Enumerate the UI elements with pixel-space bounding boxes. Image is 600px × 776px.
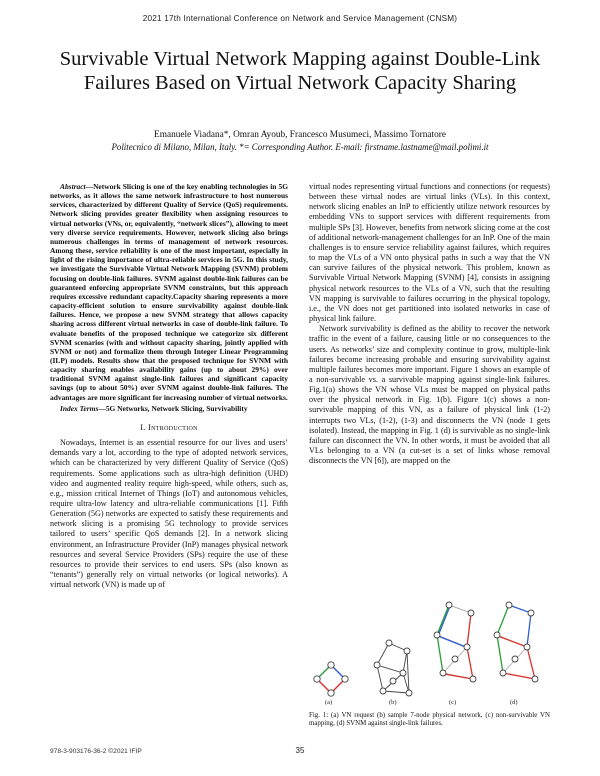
left-column [50, 182, 288, 590]
fig-label-c: (c) [449, 699, 457, 705]
section-heading [50, 423, 288, 433]
fig-label-a: (a) [325, 699, 333, 705]
abstract-text: —Network Slicing is one of the key enabling technologies in 5G networks, as it allows the same network infrastructure to host numerous services, characterized by different Quality of Service (QoS) requirements. Network slicing provides greater flexibility when assigning resources to virtual networks (VNs, or, equivalently, “network slices”), allowing to meet very diverse service requirements. However, network slicing also brings numerous challenges in terms of management of network resources. Among these, service reliability is one of the most important, especially in light of the rising importance of ultra-reliable services in 5G. In this study, we investigate the Survivable Virtual Network Mapping (SVNM) problem focusing on double-link failures. SVNM against double-link failures can be guaranteed enforcing appropriate SVNM constraints, but this approach requires excessive redundant capacity.Capacity sharing represents a more capacity-efficient solution to ensure survivability against double-link failures. Hence, we propose a new SVNM strategy that allows capacity sharing across different virtual networks in case of double-link failure. To evaluate benefits of the proposed technique we categorize six different SVNM scenarios (with and without capacity sharing, jointly applied with SVNM or not) and formalize them through Integer Linear Programming (ILP) models. Results show that the proposed technique for SVNM with capacity sharing enables availability gains (up to about 29%) over traditional SVNM against single-link failures and significant capacity savings (up to about 50%) over SVNM against double-link failures. The advantages are more significant for increasing number of virtual networks. [50, 182, 288, 402]
page-number: 35 [295, 746, 305, 755]
body-paragraph: virtual nodes representing virtual functions and connections (or requests) between these virtual nodes are virtual links (VLs). In this context, network slicing enables an InP to efficiently utilize network resources by embedding VNs to support services with different requirements from multiple SPs [3]. However, benefits from network slicing come at the cost of additional network-management challenges for an InP. One of the main challenges is to ensure service reliability against failures, which requires to map the VLs of a VN onto physical paths in such a way that the VN can survive failures of the physical network. This problem, known as Survivable Virtual Network Mapping (SVNM) [4], consists in assigning physical network resources to the VLs of a VN, such that the resulting VN mapping is survivable to failures occurring in the physical topology, i.e., the VN does not get partitioned into isolated networks in case of physical link failure. [309, 182, 550, 324]
section-title: Introduction [148, 422, 198, 432]
abstract [50, 182, 288, 402]
section-number: I. [140, 422, 149, 432]
fig-label-b: (b) [389, 699, 397, 705]
index-terms-text: —5G Networks, Network Slicing, Survivability [98, 403, 248, 413]
fig-label-d: (d) [510, 699, 518, 705]
intro-paragraph: Nowadays, Internet is an essential resource for our lives and users’ demands vary a lot, according to the type of adopted network services, which can be characterized by very different Quality of Service (QoS) requirements. Some applications such as ultra-high definition (UHD) video and augmented reality require high-speed, while others, such as, e.g., mission critical Internet of Things (IoT) and autonomous vehicles, require ultra-low latency and ultra-reliable communications [1]. Fifth Generation (5G) networks are expected to satisfy these requirements and network slicing is a promising 5G technology to provide services tailored to users’ specific QoS demands [2]. In a network slicing environment, an Infrastructure Provider (InP) manages physical network resources and several Service Providers (SPs) require the use of these resources to provide their services to end users. SPs (also known as “tenants”) generally rely on virtual networks (or logical networks). A virtual network (VN) is made up of [50, 438, 288, 590]
conference-header: 2021 17th International Conference on Network and Service Management (CNSM) [142, 14, 458, 23]
figure-caption: Fig. 1: (a) VN request (b) sample 7-node physical network, (c) non-survivable VN mapping, (d) SVNM against single-link failures. [309, 712, 550, 728]
index-terms-label: Index Terms [60, 403, 99, 413]
author-list: Emanuele Viadana*, Omran Ayoub, Francesco Musumeci, Massimo Tornatore [154, 130, 446, 140]
paper-title: Survivable Virtual Network Mapping against Double-Link Failures Based on Virtual Network Capacity Sharing [59, 48, 541, 94]
index-terms [50, 404, 288, 413]
body-paragraph: Network survivability is defined as the ability to recover the network traffic in the event of a failure, causing little or no consequences to the users. As networks’ size and complexity continue to grow, multiple-link failures become increasing probable and ensuring survivability against multiple failures becomes more important. Figure 1 shows an example of a non-survivable vs. a survivable mapping against single-link failures. Fig.1(a) shows the VN whose VLs must be mapped on physical paths over the physical network in Fig. 1(b). Figure 1(c) shows a non-survivable mapping of this VN, as a failure of physical link (1-2) interrupts two VLs, (1-2), (1-3) and disconnects the VN (node 1 gets isolated). Instead, the mapping in Fig. 1 (d) is survivable as no single-link failure can disconnect the VN. In other words, it must be avoided that all VLs belonging to a VN (a cut-set is a set of links whose removal disconnects the VN [6]), are mapped on the [309, 324, 550, 466]
right-column [309, 182, 550, 466]
figure-1 [309, 595, 550, 705]
affiliation: Politecnico di Milano, Milan, Italy. *= Corresponding Author. E-mail: firstname.lastname@mail.polimi.it [111, 142, 489, 152]
isbn-footer: 978-3-903176-36-2 ©2021 IFIP [50, 748, 142, 755]
subfigure-b-physical-network [374, 640, 412, 696]
subfigure-a-vn-request [314, 662, 348, 696]
subfigure-d-survivable-mapping [494, 602, 538, 682]
abstract-label: Abstract [60, 182, 86, 191]
subfigure-c-non-survivable-mapping [434, 602, 476, 682]
